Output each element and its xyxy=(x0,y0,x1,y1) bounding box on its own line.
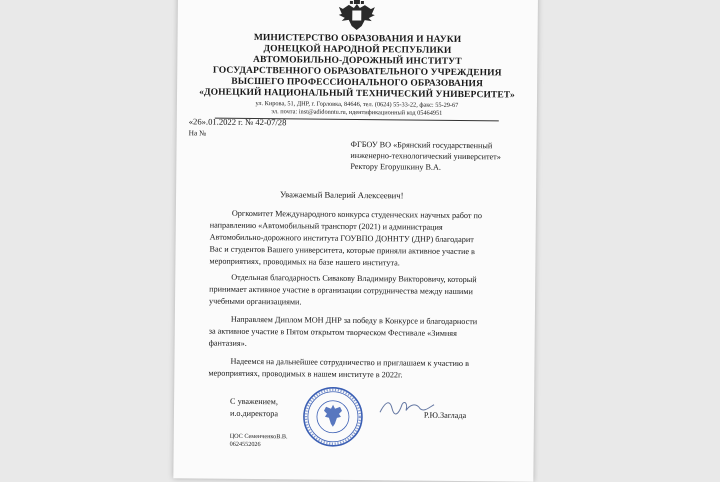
text-line: Вас и студентов Вашего университета, которые приняли активное участие в xyxy=(209,244,475,257)
header-line: МИНИСТЕРСТВО ОБРАЗОВАНИЯ И НАУКИ xyxy=(253,33,462,45)
header-contacts xyxy=(177,99,537,118)
text-line: мероприятиях, проводимых в нашем институте в 2022г. xyxy=(208,368,403,380)
text-line: мероприятиях, проводимых на базе нашего института. xyxy=(209,256,400,268)
closing-position: и.о.директора xyxy=(229,408,279,419)
recipient-line: ФГБОУ ВО «Брянский государственный xyxy=(350,139,493,151)
letter-sheet xyxy=(173,0,538,482)
executor-name: ЦОС СеменченкоВ.В. xyxy=(229,432,288,441)
header-line: ГОСУДАРСТВЕННОГО ОБРАЗОВАТЕЛЬНОГО УЧРЕЖДЕНИЯ xyxy=(212,65,502,79)
text-line: Оргкомитет Международного конкурса студенческих научных работ по xyxy=(231,208,483,221)
header-email: эл. почта: inst@adidonntu.ru, идентификационный код 05464951 xyxy=(271,107,443,117)
text-line: Надеемся на дальнейшее сотрудничество и приглашаем к участию в xyxy=(230,356,470,369)
text-line: учебными организациями. xyxy=(209,296,302,307)
text-line: за активное участие в Пятом открытом творческом Фестивале «Зимняя xyxy=(208,326,457,338)
header-line: ДОНЕЦКОЙ НАРОДНОЙ РЕСПУБЛИКИ xyxy=(263,44,452,56)
official-round-stamp-icon xyxy=(302,385,365,448)
reference-number-label: На № xyxy=(188,128,207,138)
header-line: АВТОМОБИЛЬНО-ДОРОЖНЫЙ ИНСТИТУТ xyxy=(252,54,462,67)
salutation: Уважаемый Валерий Алексеевич! xyxy=(280,189,404,201)
header-line: ВЫСШЕГО ПРОФЕССИОНАЛЬНОГО ОБРАЗОВАНИЯ xyxy=(231,76,484,90)
header-ministry xyxy=(177,32,538,101)
document-date-number: «26».01.2022 г. № 42-07/28 xyxy=(188,116,287,128)
handwritten-signature-icon xyxy=(376,396,436,419)
text-line: Автомобильно-дорожного института ГОУВПО ДОННТУ (ДНР) благодарит xyxy=(209,232,474,245)
text-line: фантазия». xyxy=(208,338,247,348)
signatory-name: Р.Ю.Заглада xyxy=(423,410,467,421)
text-line: направлению «Автомобильный транспорт (2021) и администрация xyxy=(209,220,443,232)
text-line: принимает активное участие в организации сотрудничества между нашими xyxy=(209,284,473,297)
text-line: Направляем Диплом МОН ДНР за победу в Конкурсе и благодарности xyxy=(230,314,478,327)
recipient-line: инженерно-технологический университет» xyxy=(350,150,501,162)
recipient-line: Ректору Егорушкину В.А. xyxy=(350,161,442,172)
closing-regards: С уважением, xyxy=(230,396,278,407)
text-line: Отдельная благодарность Сивакову Владимиру Викторовичу, который xyxy=(231,272,477,285)
header-line: «ДОНЕЦКИЙ НАЦИОНАЛЬНЫЙ ТЕХНИЧЕСКИЙ УНИВЕРСИТЕТ» xyxy=(199,87,515,101)
executor-phone: 0624552026 xyxy=(229,440,261,449)
coat-of-arms-emblem-icon xyxy=(337,0,377,34)
header-address: ул. Кирова, 51, ДНР, г. Горловка, 84646, тел. (0624) 55-33-22, факс: 55-29-67 xyxy=(255,100,459,109)
